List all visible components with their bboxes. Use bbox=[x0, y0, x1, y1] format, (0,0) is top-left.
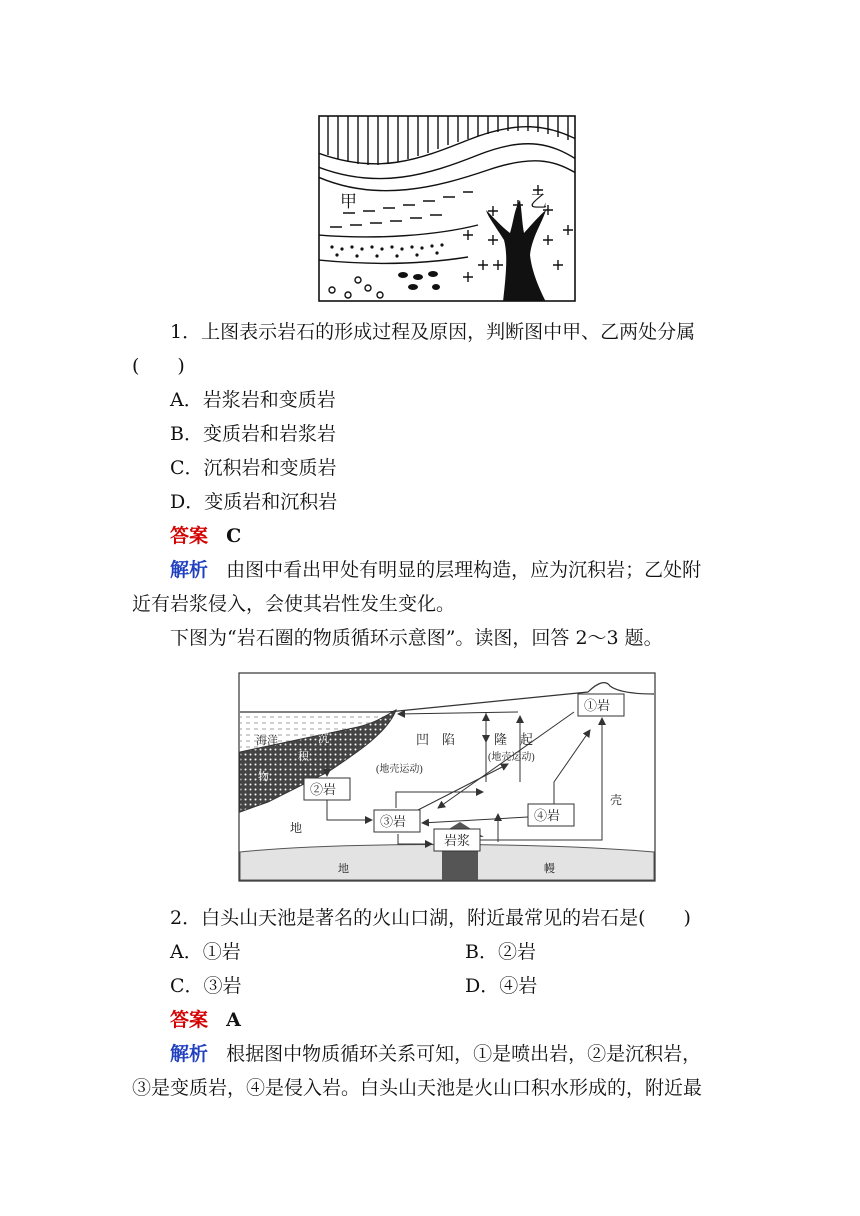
label-rock1: ①岩 bbox=[584, 698, 611, 713]
label-rock2: ②岩 bbox=[310, 782, 337, 797]
label-mantle-di: 地 bbox=[338, 863, 349, 875]
q1-paren: ( ) bbox=[132, 355, 185, 377]
label-rock4: ④岩 bbox=[534, 808, 561, 823]
q1-stem: 1．上图表示岩石的形成过程及原因，判断图中甲、乙两处分属 bbox=[170, 321, 696, 343]
dotted-layer bbox=[330, 243, 443, 257]
q1-option-c: C．沉积岩和变质岩 bbox=[170, 457, 337, 479]
q2-option-a: A．①岩 bbox=[170, 941, 241, 963]
label-crust-right: (地壳运动) bbox=[488, 752, 535, 763]
label-crust-left: (地壳运动) bbox=[376, 764, 423, 775]
vertical-hatching bbox=[328, 115, 568, 165]
label-sediment-2: 积 bbox=[298, 751, 309, 763]
magma-intrusion bbox=[486, 200, 546, 302]
analysis-label: 解析 bbox=[170, 1043, 209, 1065]
label-uplift: 隆 起 bbox=[494, 732, 534, 747]
label-sediment-3: 物 bbox=[258, 771, 269, 783]
analysis-text-1: 根据图中物质循环关系可知，①是喷出岩，②是沉积岩， bbox=[226, 1043, 702, 1065]
q2-option-c: C．③岩 bbox=[170, 975, 242, 997]
q1-answer bbox=[170, 522, 241, 550]
answer-value: C bbox=[226, 525, 242, 547]
q1-option-b: B．变质岩和岩浆岩 bbox=[170, 423, 336, 445]
label-rock3: ③岩 bbox=[380, 814, 407, 829]
label-ke: 壳 bbox=[610, 793, 623, 807]
q2-analysis-cont: ③是变质岩，④是侵入岩。白头山天池是火山口积水形成的，附近最 bbox=[132, 1077, 703, 1099]
intro-text: 下图为“岩石圈的物质循环示意图”。读图，回答 2～3 题。 bbox=[170, 627, 663, 649]
label-magma: 岩浆 bbox=[444, 833, 471, 848]
answer-value: A bbox=[226, 1009, 241, 1031]
answer-label: 答案 bbox=[170, 525, 209, 547]
q2-stem: 2．白头山天池是著名的火山口湖，附近最常见的岩石是( ) bbox=[170, 907, 691, 929]
label-di: 地 bbox=[290, 821, 303, 835]
analysis-label: 解析 bbox=[170, 559, 209, 581]
q1-option-a: A．岩浆岩和变质岩 bbox=[170, 389, 336, 411]
q2-option-d: D．④岩 bbox=[465, 975, 538, 997]
label-depression: 凹 陷 bbox=[416, 732, 456, 747]
q1-option-d: D．变质岩和沉积岩 bbox=[170, 491, 338, 513]
label-sediment-1: 沉 bbox=[318, 733, 329, 745]
label-jia: 甲 bbox=[340, 192, 357, 211]
label-sea: 海洋 bbox=[256, 735, 278, 747]
answer-label: 答案 bbox=[170, 1009, 209, 1031]
q2-option-b: B．②岩 bbox=[465, 941, 536, 963]
label-mantle-man: 幔 bbox=[544, 863, 555, 875]
q2-analysis bbox=[170, 1040, 701, 1068]
q1-analysis bbox=[170, 556, 701, 584]
rock-formation-figure bbox=[318, 115, 576, 302]
q1-analysis-cont: 近有岩浆侵入，会使其岩性发生变化。 bbox=[132, 593, 456, 615]
analysis-text-1: 由图中看出甲处有明显的层理构造，应为沉积岩；乙处附 bbox=[226, 559, 702, 581]
rock-cycle-figure bbox=[238, 672, 656, 882]
label-yi: 乙 bbox=[530, 192, 547, 211]
q2-answer bbox=[170, 1006, 241, 1034]
